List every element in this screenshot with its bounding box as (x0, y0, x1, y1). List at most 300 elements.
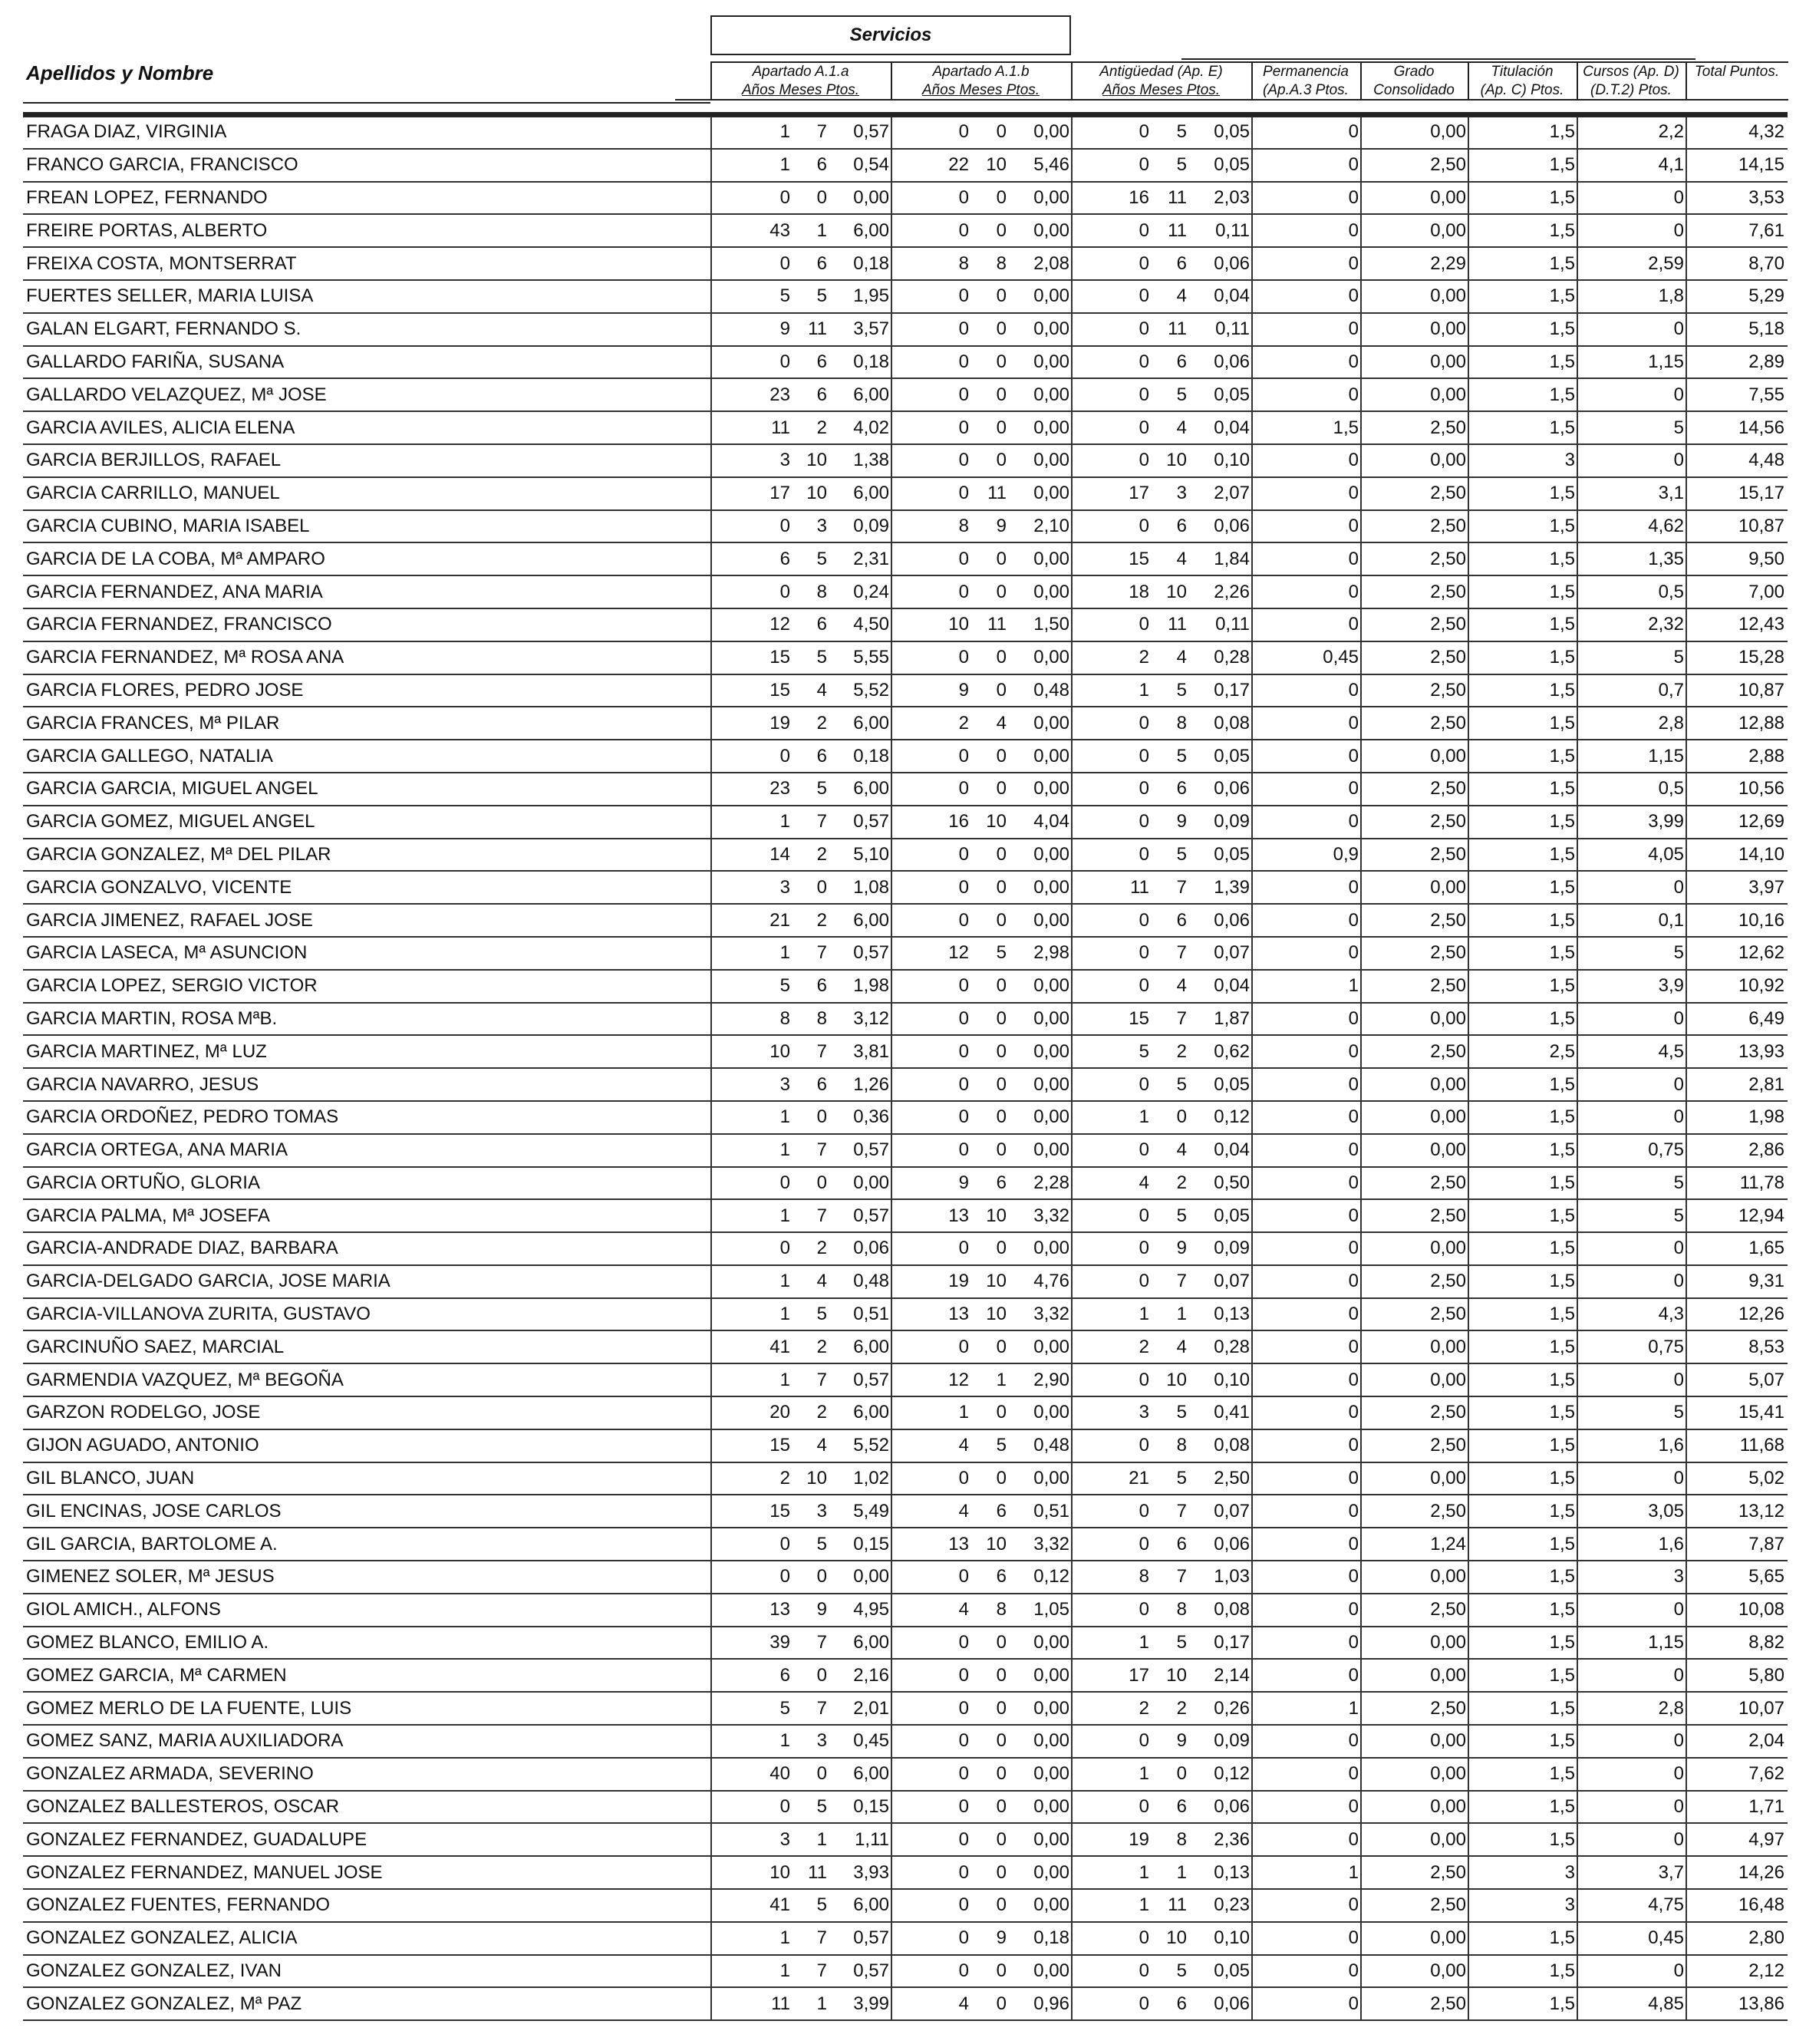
table-row (23, 412, 1788, 445)
cell-a1b-meses: 4 (996, 712, 1007, 734)
column-separator (710, 1923, 712, 1954)
column-separator (710, 1726, 712, 1757)
cell-a1a-ptos: 0,54 (853, 154, 889, 176)
table-row (23, 1923, 1788, 1956)
cell-ant-meses: 5 (1176, 121, 1187, 143)
table-row (23, 215, 1788, 248)
cell-a1a-anos: 0 (779, 745, 790, 766)
cell-ant-meses: 6 (1176, 351, 1187, 372)
table-row (23, 1726, 1788, 1759)
cell-a1a-ptos: 2,01 (853, 1697, 889, 1719)
cell-permanencia: 0 (1348, 1763, 1359, 1785)
cell-ant-meses: 6 (1176, 1533, 1187, 1554)
column-separator (1360, 412, 1362, 443)
column-separator (1686, 1890, 1687, 1921)
cell-a1b-ptos: 0,00 (1033, 1796, 1069, 1818)
cell-titulacion: 1,5 (1549, 219, 1575, 241)
cell-a1b-ptos: 2,08 (1033, 252, 1069, 274)
cell-permanencia: 0 (1348, 1566, 1359, 1587)
column-separator (1468, 412, 1469, 443)
cell-total: 14,56 (1738, 417, 1784, 438)
column-separator (891, 1923, 892, 1954)
cell-a1a-meses: 5 (816, 778, 827, 799)
cell-total: 10,08 (1738, 1599, 1784, 1620)
column-separator (1468, 1331, 1469, 1363)
cell-a1b-meses: 9 (996, 515, 1007, 536)
cell-ant-ptos: 0,23 (1214, 1894, 1250, 1916)
cell-a1a-anos: 0 (779, 252, 790, 274)
cell-name: GALLARDO VELAZQUEZ, Mª JOSE (26, 384, 327, 405)
cell-name: GOMEZ GARCIA, Mª CARMEN (26, 1664, 287, 1686)
cell-grado: 0,00 (1430, 876, 1466, 898)
cell-a1a-ptos: 2,31 (853, 548, 889, 569)
cell-grado: 0,00 (1430, 1828, 1466, 1850)
col-header-permanencia (1251, 63, 1360, 100)
column-separator (1251, 1266, 1253, 1297)
cell-titulacion: 1,5 (1549, 548, 1575, 569)
column-separator (1071, 478, 1073, 509)
cell-a1b-ptos: 0,00 (1033, 1139, 1069, 1161)
column-separator (891, 576, 892, 608)
cell-a1a-ptos: 6,00 (853, 1402, 889, 1423)
cell-total: 5,29 (1748, 285, 1784, 307)
col-header-grado-line2: Consolidado (1373, 82, 1455, 98)
column-separator (1360, 707, 1362, 739)
column-separator (1577, 1693, 1578, 1724)
column-separator (1071, 1956, 1073, 1987)
column-separator (1360, 445, 1362, 476)
cell-ant-anos: 0 (1139, 1960, 1149, 1982)
cell-a1b-meses: 9 (996, 1927, 1007, 1949)
column-separator (891, 773, 892, 805)
cell-a1b-anos: 0 (958, 1796, 969, 1818)
cell-ant-meses: 6 (1176, 778, 1187, 799)
cell-a1a-ptos: 0,36 (853, 1106, 889, 1128)
cell-a1b-anos: 4 (958, 1993, 969, 2014)
cell-a1b-meses: 5 (996, 1435, 1007, 1456)
cell-total: 5,02 (1748, 1468, 1784, 1489)
cell-a1b-ptos: 0,00 (1033, 1238, 1069, 1259)
cell-a1a-meses: 10 (806, 483, 827, 504)
column-separator (1686, 806, 1687, 838)
column-separator (1468, 1693, 1469, 1724)
cell-ant-ptos: 0,06 (1214, 909, 1250, 931)
cell-a1b-anos: 0 (958, 1632, 969, 1653)
column-separator (1686, 1233, 1687, 1264)
cell-name: FRANCO GARCIA, FRANCISCO (26, 154, 298, 176)
column-separator (710, 773, 712, 805)
column-separator (1686, 117, 1687, 148)
cell-a1b-anos: 0 (958, 285, 969, 307)
column-separator (710, 445, 712, 476)
cell-grado: 2,50 (1430, 712, 1466, 734)
cell-cursos: 0 (1673, 1468, 1684, 1489)
column-separator (1577, 1463, 1578, 1495)
cell-a1a-meses: 2 (816, 1402, 827, 1423)
cell-ant-ptos: 0,10 (1214, 1369, 1250, 1390)
table-row (23, 1266, 1788, 1299)
cell-total: 10,56 (1738, 778, 1784, 799)
column-separator (1686, 281, 1687, 312)
column-separator (1468, 1824, 1469, 1855)
column-separator (1686, 1923, 1687, 1954)
column-separator (1468, 675, 1469, 707)
cell-a1a-ptos: 6,00 (853, 384, 889, 405)
column-separator (1468, 740, 1469, 772)
cell-a1b-meses: 1 (996, 1369, 1007, 1390)
column-separator (891, 740, 892, 772)
column-separator (1577, 511, 1578, 542)
cell-total: 12,43 (1738, 614, 1784, 635)
cell-a1a-meses: 3 (816, 1730, 827, 1752)
column-separator (1360, 938, 1362, 969)
column-separator (710, 642, 712, 674)
table-row (23, 806, 1788, 839)
column-separator (1251, 511, 1253, 542)
cell-a1b-anos: 4 (958, 1599, 969, 1620)
cell-a1b-ptos: 0,00 (1033, 219, 1069, 241)
column-separator (891, 1792, 892, 1823)
cell-cursos: 0,75 (1648, 1336, 1684, 1357)
cell-ant-ptos: 0,05 (1214, 121, 1250, 143)
cell-ant-ptos: 0,06 (1214, 351, 1250, 372)
column-separator (1468, 609, 1469, 641)
cell-ant-ptos: 0,11 (1215, 318, 1250, 340)
cell-ant-meses: 1 (1176, 1304, 1187, 1325)
column-separator (1468, 1792, 1469, 1823)
cell-a1b-ptos: 0,00 (1033, 1106, 1069, 1128)
column-separator (1577, 938, 1578, 969)
column-separator (891, 1726, 892, 1757)
column-separator (1686, 1135, 1687, 1166)
cell-permanencia: 0 (1348, 1435, 1359, 1456)
cell-a1b-ptos: 0,96 (1033, 1993, 1069, 2014)
column-separator (1360, 1528, 1362, 1560)
column-separator (1468, 347, 1469, 378)
cell-a1a-meses: 8 (816, 1007, 827, 1029)
column-separator (1468, 1495, 1469, 1527)
column-separator (1251, 543, 1253, 575)
cell-name: GARCIA LASECA, Mª ASUNCION (26, 942, 308, 964)
cell-a1b-anos: 0 (958, 1861, 969, 1883)
column-separator (1468, 1069, 1469, 1100)
column-separator (1686, 1824, 1687, 1855)
table-row (23, 1299, 1788, 1332)
cell-a1b-anos: 9 (958, 1172, 969, 1193)
col-header-a1a-line1: Apartado A.1.a (752, 64, 849, 80)
cell-a1a-meses: 6 (816, 1073, 827, 1095)
cell-a1b-anos: 0 (958, 1468, 969, 1489)
column-separator (1360, 215, 1362, 246)
cell-permanencia: 0 (1348, 548, 1359, 569)
column-separator (1577, 707, 1578, 739)
cell-ant-ptos: 0,06 (1214, 515, 1250, 536)
cell-a1a-meses: 2 (816, 843, 827, 865)
column-separator (891, 839, 892, 871)
column-separator (1360, 1956, 1362, 1987)
cell-total: 10,87 (1738, 515, 1784, 536)
column-separator (891, 347, 892, 378)
cell-a1a-meses: 6 (816, 384, 827, 405)
cell-permanencia: 0 (1348, 1993, 1359, 2014)
cell-ant-anos: 0 (1139, 1500, 1149, 1521)
cell-a1a-anos: 2 (779, 1468, 790, 1489)
cell-ant-meses: 2 (1176, 1040, 1187, 1062)
cell-a1a-ptos: 0,48 (853, 1271, 889, 1292)
cell-a1b-meses: 0 (996, 1861, 1007, 1883)
column-separator (1251, 1857, 1253, 1888)
cell-titulacion: 1,5 (1549, 1927, 1575, 1949)
column-separator (1360, 1364, 1362, 1396)
cell-total: 7,55 (1748, 384, 1784, 405)
cell-a1a-meses: 2 (816, 1238, 827, 1259)
cell-a1b-meses: 0 (996, 1664, 1007, 1686)
column-separator (1686, 543, 1687, 575)
cell-total: 2,80 (1748, 1927, 1784, 1949)
cell-a1b-meses: 8 (996, 1599, 1007, 1620)
cell-a1b-ptos: 4,76 (1033, 1271, 1069, 1292)
col-header-titulacion (1468, 63, 1577, 100)
column-separator (1251, 281, 1253, 312)
cell-a1b-anos: 0 (958, 745, 969, 766)
cell-a1b-anos: 22 (948, 154, 969, 176)
column-separator (1468, 1561, 1469, 1593)
cell-a1b-meses: 0 (996, 417, 1007, 438)
column-separator (710, 1004, 712, 1035)
col-header-a1a-line2: Años Meses Ptos. (741, 82, 860, 98)
cell-permanencia: 0 (1348, 186, 1359, 208)
table-row (23, 1331, 1788, 1364)
cell-total: 10,16 (1738, 909, 1784, 931)
column-separator (710, 478, 712, 509)
column-separator (1251, 872, 1253, 903)
cell-permanencia: 0,9 (1333, 843, 1359, 865)
cell-name: GARCIA ORTUÑO, GLORIA (26, 1172, 260, 1193)
cell-ant-anos: 0 (1139, 712, 1149, 734)
cell-a1a-anos: 1 (779, 1139, 790, 1161)
column-separator (710, 1299, 712, 1330)
cell-a1b-anos: 0 (958, 647, 969, 668)
cell-ant-ptos: 2,50 (1214, 1468, 1250, 1489)
cell-grado: 0,00 (1430, 219, 1466, 241)
table-row (23, 379, 1788, 412)
cell-a1a-ptos: 0,51 (853, 1304, 889, 1325)
column-separator (891, 511, 892, 542)
cell-name: GIL BLANCO, JUAN (26, 1468, 195, 1489)
column-separator (1686, 314, 1687, 345)
cell-cursos: 0 (1673, 1828, 1684, 1850)
column-separator (1577, 412, 1578, 443)
column-separator (1071, 872, 1073, 903)
cell-name: GARCIA PALMA, Mª JOSEFA (26, 1205, 270, 1226)
cell-cursos: 4,1 (1658, 154, 1684, 176)
cell-grado: 0,00 (1430, 285, 1466, 307)
cell-a1a-meses: 8 (816, 581, 827, 602)
cell-grado: 2,50 (1430, 778, 1466, 799)
cell-permanencia: 0 (1348, 1894, 1359, 1916)
cell-name: GALLARDO FARIÑA, SUSANA (26, 351, 285, 372)
cell-a1a-anos: 1 (779, 1106, 790, 1128)
cell-a1a-ptos: 3,57 (853, 318, 889, 340)
column-separator (1360, 379, 1362, 410)
cell-a1a-meses: 7 (816, 1632, 827, 1653)
column-separator (891, 478, 892, 509)
column-separator (1577, 1988, 1578, 2019)
column-separator (1071, 183, 1073, 214)
column-separator (1251, 773, 1253, 805)
cell-a1b-ptos: 0,00 (1033, 1468, 1069, 1489)
table-row (23, 1594, 1788, 1627)
cell-permanencia: 0 (1348, 351, 1359, 372)
cell-a1a-anos: 14 (769, 843, 790, 865)
cell-a1b-ptos: 0,00 (1033, 1861, 1069, 1883)
cell-a1a-anos: 0 (779, 1172, 790, 1193)
column-separator (1360, 1036, 1362, 1067)
cell-cursos: 4,85 (1648, 1993, 1684, 2014)
cell-a1b-anos: 0 (958, 1697, 969, 1719)
cell-a1a-anos: 3 (779, 1828, 790, 1850)
column-separator (1577, 281, 1578, 312)
cell-total: 15,41 (1738, 1402, 1784, 1423)
cell-a1a-meses: 0 (816, 1106, 827, 1128)
cell-permanencia: 0 (1348, 1468, 1359, 1489)
column-separator (1686, 150, 1687, 181)
cell-a1b-anos: 0 (958, 909, 969, 931)
cell-name: GARCIA GONZALEZ, Mª DEL PILAR (26, 843, 331, 865)
cell-ant-anos: 1 (1139, 1894, 1149, 1916)
cell-permanencia: 0 (1348, 614, 1359, 635)
column-separator (1577, 1594, 1578, 1626)
cell-a1b-meses: 0 (996, 1007, 1007, 1029)
column-separator (1360, 1693, 1362, 1724)
cell-titulacion: 1,5 (1549, 581, 1575, 602)
cell-ant-anos: 0 (1139, 745, 1149, 766)
cell-ant-meses: 1 (1176, 1861, 1187, 1883)
cell-titulacion: 1,5 (1549, 1500, 1575, 1521)
column-separator (1251, 642, 1253, 674)
cell-name: GARCIA AVILES, ALICIA ELENA (26, 417, 295, 438)
cell-ant-anos: 0 (1139, 1599, 1149, 1620)
column-separator (1071, 248, 1073, 279)
cell-ant-meses: 3 (1176, 483, 1187, 504)
cell-name: GONZALEZ ARMADA, SEVERINO (26, 1763, 314, 1785)
cell-titulacion: 1,5 (1549, 679, 1575, 701)
cell-permanencia: 0 (1348, 745, 1359, 766)
cell-a1a-meses: 7 (816, 121, 827, 143)
column-separator (1577, 1036, 1578, 1067)
cell-total: 4,97 (1748, 1828, 1784, 1850)
cell-titulacion: 1,5 (1549, 121, 1575, 143)
cell-ant-anos: 0 (1139, 417, 1149, 438)
cell-total: 1,71 (1748, 1796, 1784, 1818)
cell-permanencia: 0 (1348, 121, 1359, 143)
col-header-cur-line2: (D.T.2) Ptos. (1590, 82, 1672, 98)
column-separator (1360, 1923, 1362, 1954)
cell-ant-meses: 10 (1166, 1927, 1187, 1949)
column-separator (1251, 1988, 1253, 2019)
col-header-cursos (1577, 63, 1686, 100)
column-separator (1468, 1528, 1469, 1560)
column-separator (1577, 1726, 1578, 1757)
cell-a1a-ptos: 4,95 (853, 1599, 889, 1620)
cell-a1b-anos: 16 (948, 811, 969, 832)
column-separator (710, 1528, 712, 1560)
column-separator (1686, 740, 1687, 772)
cell-ant-meses: 4 (1176, 1336, 1187, 1357)
cell-total: 5,65 (1748, 1566, 1784, 1587)
cell-a1a-ptos: 0,57 (853, 1927, 889, 1949)
cell-a1b-meses: 0 (996, 1993, 1007, 2014)
column-separator (710, 543, 712, 575)
cell-a1a-meses: 0 (816, 1172, 827, 1193)
column-separator (1686, 1792, 1687, 1823)
col-header-total (1686, 63, 1788, 81)
cell-ant-anos: 2 (1139, 1336, 1149, 1357)
column-separator (1686, 1988, 1687, 2019)
cell-ant-meses: 5 (1176, 1205, 1187, 1226)
column-separator (1577, 1495, 1578, 1527)
cell-a1a-anos: 3 (779, 876, 790, 898)
cell-permanencia: 0 (1348, 1664, 1359, 1686)
column-separator (891, 215, 892, 246)
cell-ant-meses: 5 (1176, 679, 1187, 701)
column-separator (1686, 1299, 1687, 1330)
cell-name: GARCIA FERNANDEZ, ANA MARIA (26, 581, 323, 602)
column-separator (1360, 347, 1362, 378)
cell-cursos: 0,45 (1648, 1927, 1684, 1949)
cell-a1a-meses: 0 (816, 1566, 827, 1587)
cell-a1a-meses: 0 (816, 1664, 827, 1686)
column-separator (1251, 215, 1253, 246)
table-row (23, 675, 1788, 708)
cell-a1a-anos: 1 (779, 1960, 790, 1982)
cell-a1a-anos: 6 (779, 548, 790, 569)
cell-name: GARCIA CARRILLO, MANUEL (26, 483, 280, 504)
column-separator (1468, 1233, 1469, 1264)
column-separator (1251, 248, 1253, 279)
cell-permanencia: 1,5 (1333, 417, 1359, 438)
cell-ant-ptos: 0,10 (1214, 450, 1250, 471)
column-separator (1251, 1495, 1253, 1527)
column-separator (891, 1331, 892, 1363)
column-separator (1360, 117, 1362, 148)
cell-a1b-meses: 10 (986, 1533, 1007, 1554)
cell-grado: 0,00 (1430, 1007, 1466, 1029)
cell-a1a-ptos: 6,00 (853, 1336, 889, 1357)
cell-a1a-anos: 21 (769, 909, 790, 931)
cell-a1b-anos: 0 (958, 1336, 969, 1357)
cell-permanencia: 0 (1348, 1402, 1359, 1423)
col-header-a1b-line1: Apartado A.1.b (932, 64, 1030, 80)
table-row (23, 1857, 1788, 1890)
column-separator (1360, 971, 1362, 1002)
cell-a1b-meses: 11 (987, 483, 1007, 504)
cell-a1b-ptos: 0,00 (1033, 417, 1069, 438)
cell-titulacion: 3 (1564, 1894, 1575, 1916)
cell-a1b-anos: 0 (958, 1828, 969, 1850)
cell-ant-meses: 10 (1166, 1369, 1187, 1390)
cell-titulacion: 1,5 (1549, 745, 1575, 766)
column-separator (1251, 1200, 1253, 1231)
cell-ant-ptos: 0,04 (1214, 975, 1250, 997)
cell-ant-anos: 0 (1139, 318, 1149, 340)
cell-cursos: 0 (1673, 1369, 1684, 1390)
column-separator (891, 1660, 892, 1691)
cell-permanencia: 0 (1348, 1172, 1359, 1193)
cell-permanencia: 0 (1348, 1238, 1359, 1259)
cell-ant-anos: 11 (1130, 876, 1149, 898)
cell-a1b-anos: 0 (958, 1894, 969, 1916)
